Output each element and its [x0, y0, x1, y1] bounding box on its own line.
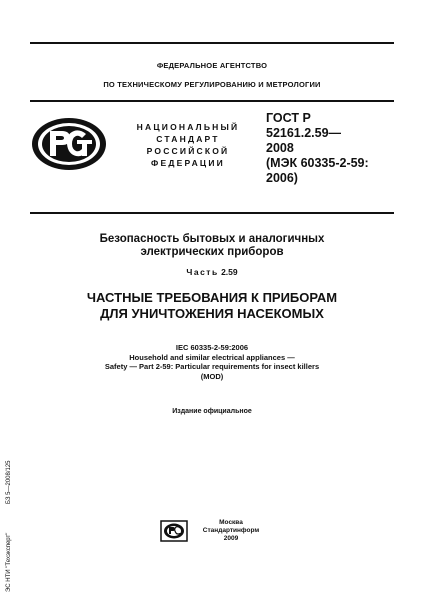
part-number: 2.59	[221, 267, 238, 277]
iec-line-3: Safety — Part 2-59: Particular requirements for insect killers	[104, 362, 320, 371]
subtitle-line-2: ДЛЯ УНИЧТОЖЕНИЯ НАСЕКОМЫХ	[100, 306, 324, 321]
subtitle-line-1: ЧАСТНЫЕ ТРЕБОВАНИЯ К ПРИБОРАМ	[86, 290, 338, 305]
designation-line-4: (МЭК 60335-2-59:	[266, 156, 369, 170]
document-subtitle	[30, 290, 394, 322]
standard-type-line-3: РОССИЙСКОЙ	[146, 146, 230, 156]
iec-line-2: Household and similar electrical appliances —	[129, 352, 295, 362]
agency-line-2: ПО ТЕХНИЧЕСКОМУ РЕГУЛИРОВАНИЮ И МЕТРОЛОГИИ	[103, 80, 321, 89]
designation-line-3: 2008	[266, 141, 294, 155]
header-rule	[30, 100, 394, 102]
designation-line-5: 2006)	[266, 171, 298, 185]
publisher-block	[196, 519, 266, 543]
side-code-2: ЭС НТИ "Техэксперт"	[6, 532, 12, 592]
publisher-name: Стандартинформ	[202, 527, 260, 534]
side-code-1: БЗ 5—2008/125	[6, 460, 12, 504]
agency-line-1: ФЕДЕРАЛЬНОЕ АГЕНТСТВО	[156, 61, 268, 70]
part-label	[30, 267, 394, 277]
iec-line-4: (MOD)	[200, 371, 224, 381]
top-rule	[30, 42, 394, 44]
title-line-2: электрических приборов	[140, 246, 284, 258]
publisher-logo-icon	[160, 520, 188, 542]
edition-label: Издание официальное	[172, 408, 252, 415]
part-word: Часть	[186, 267, 219, 277]
standard-type-line-4: ФЕДЕРАЦИИ	[151, 158, 225, 168]
standard-type-line-2: СТАНДАРТ	[156, 134, 220, 144]
standard-type-line-1: НАЦИОНАЛЬНЫЙ	[136, 122, 240, 132]
standard-type	[118, 121, 258, 169]
gost-r-mark-icon	[30, 116, 108, 172]
iec-reference	[30, 343, 394, 381]
designation-line-2: 52161.2.59—	[266, 126, 342, 140]
middle-rule	[30, 212, 394, 214]
publisher-city: Москва	[219, 519, 243, 526]
iec-line-1: IEC 60335-2-59:2006	[175, 343, 249, 352]
document-title	[30, 233, 394, 259]
designation-line-1: ГОСТ Р	[266, 111, 311, 125]
standard-designation	[266, 111, 406, 186]
publisher-year: 2009	[223, 535, 239, 542]
title-line-1: Безопасность бытовых и аналогичных	[99, 233, 325, 245]
